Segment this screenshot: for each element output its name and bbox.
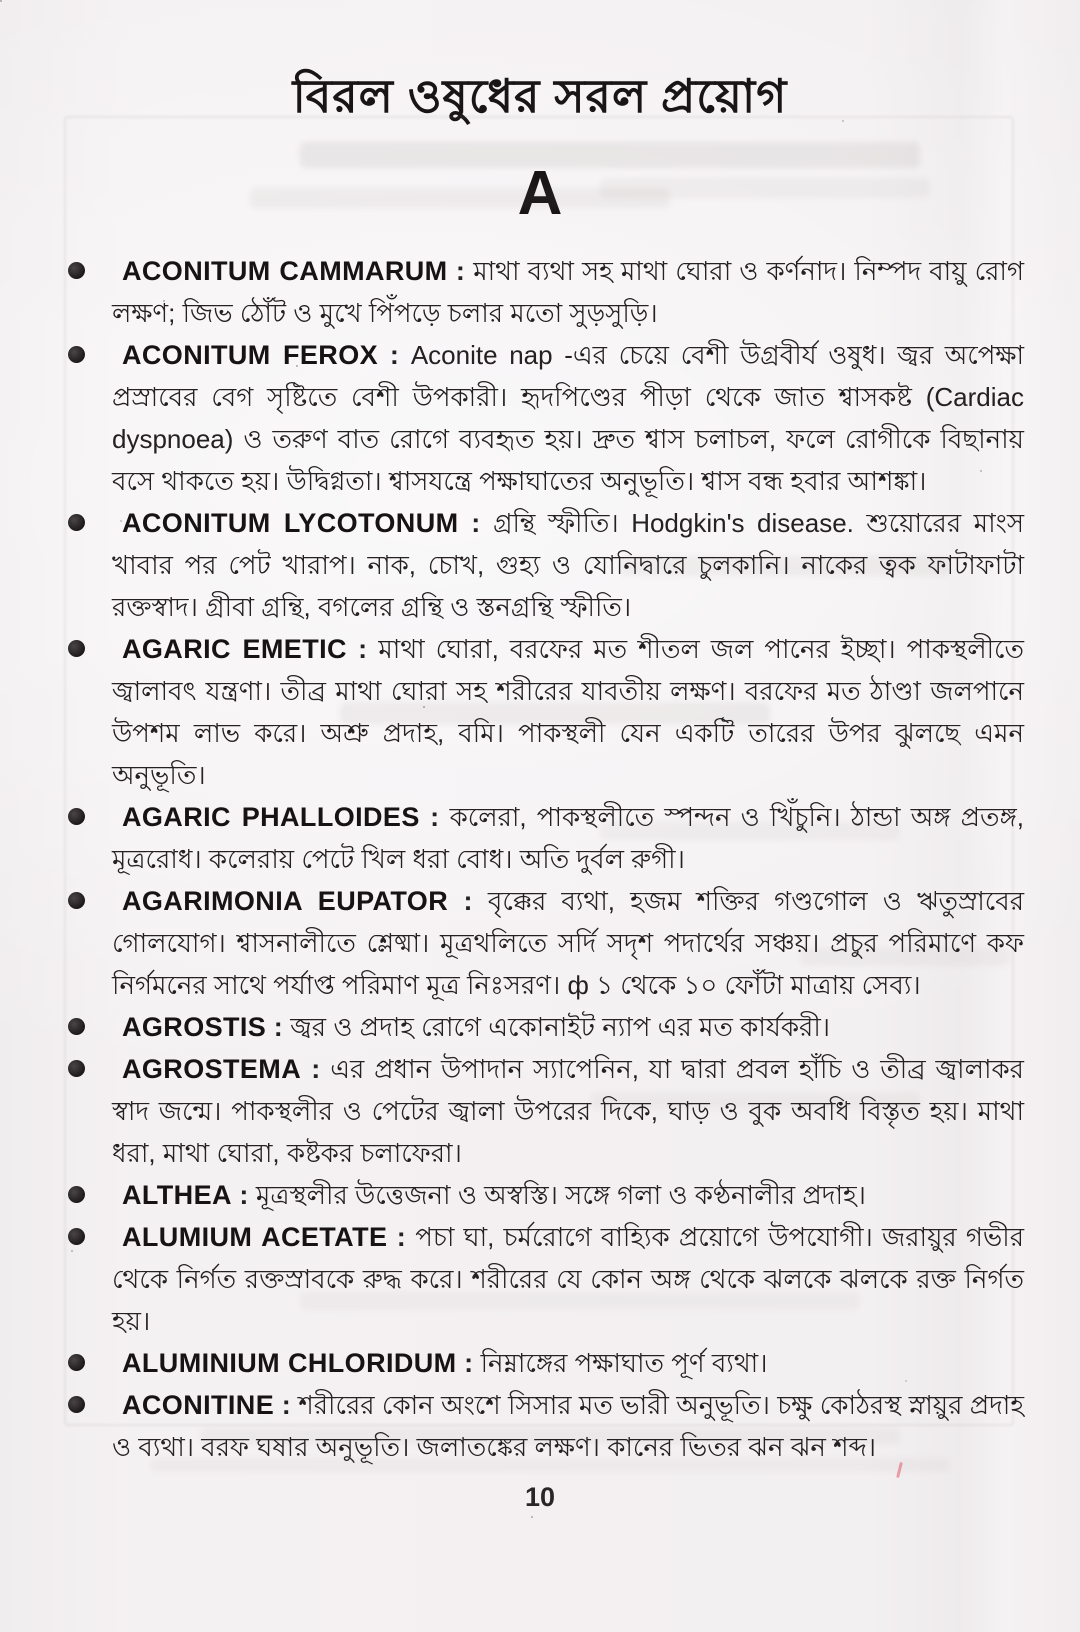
medicine-entry (112, 1006, 1024, 1048)
name-description-separator: : (274, 1390, 299, 1420)
bullet-icon (68, 1018, 85, 1035)
name-description-separator: : (448, 886, 488, 916)
medicine-description: কলেরা, পাকস্থলীতে স্পন্দন ও খিঁচুনি। ঠান্ডা অঙ্গ প্রতঙ্গ, মূত্ররোধ। কলেরায় পেটে খিল ধরা বোধ। অতি দুর্বল রুগী। (112, 802, 1025, 874)
bullet-icon (68, 514, 85, 531)
name-description-separator: : (458, 508, 494, 538)
medicine-entry (112, 1048, 1024, 1174)
bullet-icon (68, 808, 85, 825)
medicine-name: AGARIMONIA EUPATOR (122, 886, 449, 916)
medicine-entry (112, 880, 1024, 1006)
medicine-name: ACONITUM FEROX (122, 340, 379, 370)
bullet-icon (68, 1060, 85, 1077)
bullet-icon (68, 1186, 85, 1203)
medicine-description: বৃক্কের ব্যথা, হজম শক্তির গণ্ডগোল ও ঋতুস্রাবের গোলযোগ। শ্বাসনালীতে শ্লেষ্মা। মূত্রথলিতে সর্দি সদৃশ পদার্থের সঞ্চয়। প্রচুর পরিমাণে কফ নির্গমনের সাথে পর্যাপ্ত পরিমাণ মূত্র নিঃসরণ। ф ১ থেকে ১০ ফোঁটা মাত্রায় সেব্য। (112, 886, 1025, 1000)
bullet-icon (68, 640, 85, 657)
medicine-entry (112, 250, 1024, 334)
bullet-icon (68, 1228, 85, 1245)
medicine-entry (112, 502, 1024, 628)
name-description-separator: : (231, 1180, 256, 1210)
medicine-entry (112, 796, 1024, 880)
medicine-entry (112, 334, 1024, 502)
name-description-separator: : (456, 1348, 481, 1378)
medicine-name: AGROSTEMA (122, 1054, 302, 1084)
name-description-separator: : (447, 256, 474, 286)
medicine-name: ACONITUM LYCOTONUM (122, 508, 459, 538)
section-letter: A (517, 159, 563, 228)
medicine-entry (112, 1342, 1024, 1384)
medicine-name: ACONITINE (122, 1390, 275, 1420)
medicine-description: জ্বর ও প্রদাহ রোগে একোনাইট ন্যাপ এর মত কার্যকরী। (290, 1012, 831, 1042)
medicine-entries-list (112, 250, 1024, 1468)
bullet-icon (68, 262, 85, 279)
name-description-separator: : (346, 634, 379, 664)
medicine-description: এর প্রধান উপাদান স্যাপেনিন, যা দ্বারা প্রবল হাঁচি ও তীব্র জ্বালাকর স্বাদ জন্মে। পাকস্থলীর ও পেটের জ্বালা উপরের দিকে, ঘাড় ও বুক অবধি বিস্তৃত হয়। মাথা ধরা, মাথা ঘোরা, কষ্টকর চলাফেরা। (112, 1054, 1024, 1168)
medicine-description: Aconite nap -এর চেয়ে বেশী উগ্রবীর্য ওষুধ। জ্বর অপেক্ষা প্রস্রাবের বেগ সৃষ্টিতে বেশী উপকারী। হৃদপিণ্ডের পীড়া থেকে জাত শ্বাসকষ্ট (Cardiac dyspnoea) ও তরুণ বাত রোগে ব্যবহৃত হয়। দ্রুত শ্বাস চলাচল, ফলে রোগীকে বিছানায় বসে থাকতে হয়। উদ্বিগ্নতা। শ্বাসযন্ত্রে পক্ষাঘাতের অনুভূতি। শ্বাস বন্ধ হবার আশঙ্কা। (112, 340, 1024, 496)
medicine-name: AGARIC PHALLOIDES (122, 802, 420, 832)
name-description-separator: : (387, 1222, 416, 1252)
bullet-icon (68, 1354, 85, 1371)
bullet-icon (68, 1396, 85, 1413)
medicine-entry (112, 1216, 1024, 1342)
bullet-icon (68, 892, 85, 909)
medicine-description: মাথা ঘোরা, বরফের মত শীতল জল পানের ইচ্ছা। পাকস্থলীতে জ্বালাবৎ যন্ত্রণা। তীব্র মাথা ঘোরা সহ শরীরের যাবতীয় লক্ষণ। বরফের মত ঠাণ্ডা জলপানে উপশম লাভ করে। অশ্রু প্রদাহ, বমি। পাকস্থলী যেন একটি তারের উপর ঝুলছে এমন অনুভূতি। (112, 634, 1024, 790)
medicine-entry (112, 628, 1024, 796)
medicine-description: গ্রন্থি স্ফীতি। Hodgkin's disease. শুয়োরের মাংস খাবার পর পেট খারাপ। নাক, চোখ, গুহ্য ও যোনিদ্বারে চুলকানি। নাকের ত্বক ফাটাফাটা রক্তস্বাদ। গ্রীবা গ্রন্থি, বগলের গ্রন্থি ও স্তনগ্রন্থি স্ফীতি। (112, 508, 1025, 622)
medicine-name: ACONITUM CAMMARUM (122, 256, 448, 286)
name-description-separator: : (419, 802, 450, 832)
medicine-name: AGARIC EMETIC (122, 634, 347, 664)
medicine-name: AGROSTIS (122, 1012, 267, 1042)
bullet-icon (68, 346, 85, 363)
medicine-description: শরীরের কোন অংশে সিসার মত ভারী অনুভূতি। চক্ষু কোঠরস্থ স্নায়ুর প্রদাহ ও ব্যথা। বরফ ঘষার অনুভূতি। জলাতঙ্কের লক্ষণ। কানের ভিতর ঝন ঝন শব্দ। (112, 1390, 1024, 1462)
medicine-entry (112, 1174, 1024, 1216)
name-description-separator: : (266, 1012, 291, 1042)
name-description-separator: : (378, 340, 411, 370)
medicine-description: মূত্রস্থলীর উত্তেজনা ও অস্বস্তি। সঙ্গে গলা ও কণ্ঠনালীর প্রদাহ। (255, 1180, 866, 1210)
medicine-name: ALTHEA (122, 1180, 232, 1210)
medicine-entry (112, 1384, 1024, 1468)
name-description-separator: : (301, 1054, 331, 1084)
medicine-name: ALUMINIUM CHLORIDUM (122, 1348, 457, 1378)
medicine-description: মাথা ব্যথা সহ মাথা ঘোরা ও কর্ণনাদ। নিম্পদ বায়ু রোগ লক্ষণ; জিভ ঠোঁট ও মুখে পিঁপড়ে চলার মতো সুড়সুড়ি। (112, 256, 1024, 328)
page-title: বিরল ওষুধের সরল প্রয়োগ (292, 70, 788, 122)
medicine-name: ALUMIUM ACETATE (122, 1222, 388, 1252)
medicine-description: পচা ঘা, চর্মরোগে বাহ্যিক প্রয়োগে উপযোগী। জরায়ুর গভীর থেকে নির্গত রক্তস্রাবকে রুদ্ধ করে। শরীরের যে কোন অঙ্গ থেকে ঝলকে ঝলকে রক্ত নির্গত হয়। (112, 1222, 1024, 1336)
page-number: 10 (524, 1482, 556, 1512)
medicine-description: নিম্নাঙ্গের পক্ষাঘাত পূর্ণ ব্যথা। (480, 1348, 768, 1378)
